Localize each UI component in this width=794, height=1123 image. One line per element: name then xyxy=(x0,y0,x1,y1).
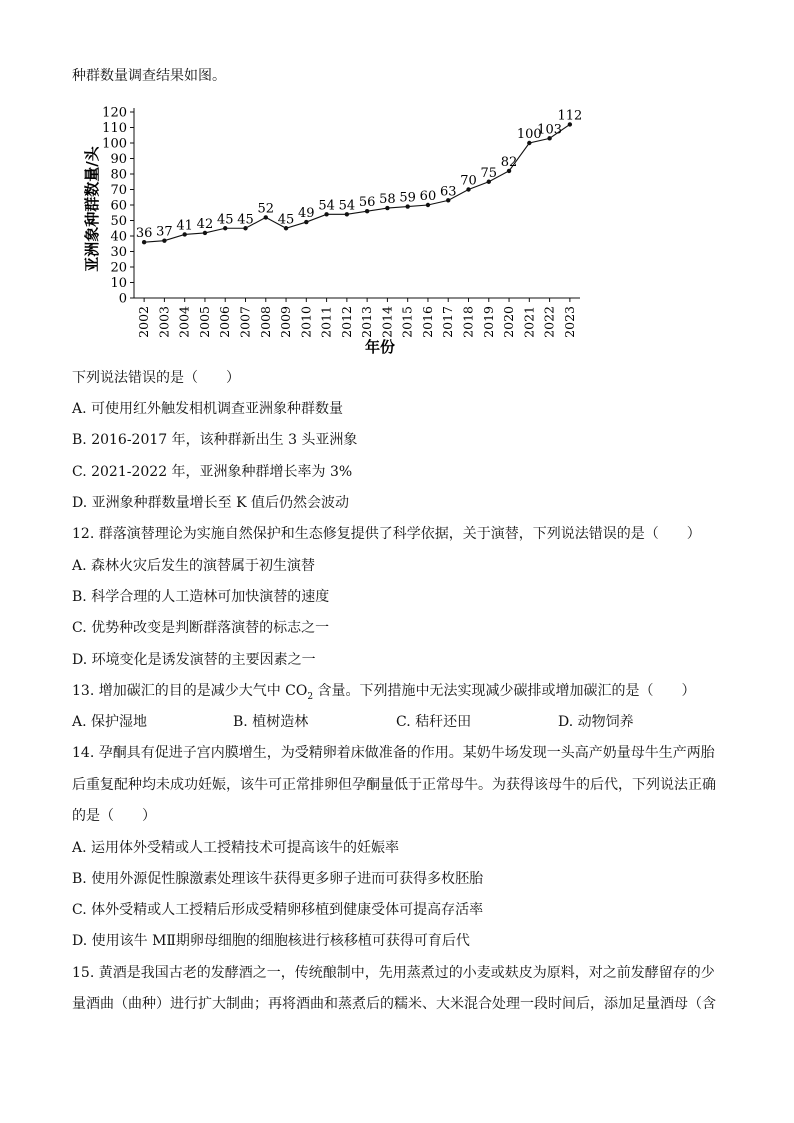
data-label: 82 xyxy=(500,154,518,170)
x-tick-label: 2010 xyxy=(298,306,314,338)
data-label: 56 xyxy=(358,195,376,211)
y-tick-label: 40 xyxy=(110,229,127,245)
q14-stem-line-3: 的是（ ） xyxy=(72,808,156,824)
q13-option-c: C. 秸秆还田 xyxy=(396,714,472,730)
q15-stem-line-2: 量酒曲（曲种）进行扩大制曲；再将酒曲和蒸煮后的糯米、大米混合处理一段时间后，添加足量酒母（含 xyxy=(72,996,716,1012)
x-tick-label: 2012 xyxy=(338,306,354,338)
y-tick-label: 50 xyxy=(110,214,127,229)
y-tick-label: 70 xyxy=(110,183,127,198)
data-label: 54 xyxy=(318,198,335,214)
data-label: 36 xyxy=(135,226,153,242)
q11-option-c: C. 2021-2022 年，亚洲象种群增长率为 3% xyxy=(72,464,353,480)
data-label: 49 xyxy=(298,206,315,222)
x-tick-label: 2003 xyxy=(156,306,172,338)
q14-stem-line-1: 14. 孕酮具有促进子宫内膜增生，为受精卵着床做准备的作用。某奶牛场发现一头高产奶量母牛生产两胎 xyxy=(72,745,715,761)
q12-option-d: D. 环境变化是诱发演替的主要因素之一 xyxy=(72,652,316,668)
data-label: 112 xyxy=(557,108,583,124)
x-tick-label: 2020 xyxy=(501,306,517,338)
y-tick-label: 90 xyxy=(110,152,127,167)
data-label: 52 xyxy=(257,201,275,217)
q12-option-a: A. 森林火灾后发生的演替属于初生演替 xyxy=(72,558,316,574)
q13-stem-part-a: 13. 增加碳汇的目的是减少大气中 CO xyxy=(72,683,308,699)
q13-option-d: D. 动物饲养 xyxy=(558,714,634,730)
x-tick-label: 2008 xyxy=(257,306,273,338)
data-label: 70 xyxy=(460,173,477,189)
x-tick-label: 2015 xyxy=(399,306,415,338)
q13-option-b: B. 植树造林 xyxy=(233,714,309,730)
x-tick-label: 2017 xyxy=(440,306,456,338)
q14-stem-line-2: 后重复配种均未成功妊娠，该牛可正常排卵但孕酮量低于正常母牛。为获得该母牛的后代，下列说法正确 xyxy=(72,777,716,793)
x-tick-label: 2016 xyxy=(419,306,435,338)
q12-stem: 12. 群落演替理论为实施自然保护和生态修复提供了科学依据，关于演替，下列说法错误的是（ ） xyxy=(72,526,701,542)
q13-option-a: A. 保护湿地 xyxy=(72,714,148,730)
q12-option-c: C. 优势种改变是判断群落演替的标志之一 xyxy=(72,620,330,636)
data-label: 103 xyxy=(537,122,563,138)
y-axis-label: 亚洲象种群数量/头 xyxy=(83,146,101,272)
q11-stem: 下列说法错误的是（ ） xyxy=(72,370,240,386)
y-tick-labels xyxy=(102,106,127,307)
q13-stem-part-b: 含量。下列措施中无法实现减少碳排或增加碳汇的是（ ） xyxy=(313,683,696,699)
x-tick-label: 2014 xyxy=(379,306,395,338)
y-tick-label: 110 xyxy=(102,121,127,136)
data-label: 45 xyxy=(277,212,295,228)
x-tick-label: 2002 xyxy=(136,306,152,338)
data-labels xyxy=(136,108,582,241)
data-label: 45 xyxy=(237,212,254,228)
q15-stem-line-1: 15. 黄酒是我国古老的发酵酒之一，传统酿制中，先用蒸煮过的小麦或麸皮为原料，对之前发酵留存的少 xyxy=(72,965,715,981)
data-label: 59 xyxy=(399,190,416,206)
data-label: 41 xyxy=(176,218,193,234)
q13-stem xyxy=(72,681,696,707)
q11-option-d: D. 亚洲象种群数量增长至 K 值后仍然会波动 xyxy=(72,495,349,511)
data-label: 100 xyxy=(516,127,542,142)
data-label: 45 xyxy=(216,212,234,228)
x-tick-label: 2019 xyxy=(480,306,496,338)
y-tick-label: 10 xyxy=(110,276,127,291)
y-tick-label: 0 xyxy=(118,291,127,307)
x-axis-label: 年份 xyxy=(364,338,396,356)
q14-option-d: D. 使用该牛 MⅡ期卵母细胞的细胞核进行核移植可获得可育后代 xyxy=(72,933,470,949)
x-tick-label: 2005 xyxy=(196,306,212,338)
data-label: 37 xyxy=(156,224,173,240)
q13-stem-subscript: 2 xyxy=(307,691,314,702)
x-tick-label: 2011 xyxy=(318,306,334,338)
data-label: 58 xyxy=(379,192,396,208)
x-tick-labels xyxy=(136,306,577,338)
population-line-chart xyxy=(80,100,600,365)
y-tick-label: 100 xyxy=(102,136,127,152)
data-label: 75 xyxy=(480,165,498,181)
x-tick-label: 2006 xyxy=(217,306,233,338)
data-label: 60 xyxy=(419,189,437,204)
data-label: 63 xyxy=(439,184,457,200)
y-tick-label: 30 xyxy=(110,245,127,260)
q14-option-b: B. 使用外源促性腺激素处理该牛获得更多卵子进而可获得多枚胚胎 xyxy=(72,871,484,887)
q11-option-b: B. 2016-2017 年，该种群新出生 3 头亚洲象 xyxy=(72,432,358,448)
q14-option-a: A. 运用体外受精或人工授精技术可提高该牛的妊娠率 xyxy=(72,840,400,856)
x-tick-label: 2007 xyxy=(237,306,253,338)
y-tick-label: 80 xyxy=(110,167,127,183)
x-tick-label: 2023 xyxy=(561,306,577,338)
q11-option-a: A. 可使用红外触发相机调查亚洲象种群数量 xyxy=(72,401,344,417)
x-tick-label: 2021 xyxy=(521,306,537,338)
x-tick-label: 2009 xyxy=(278,306,294,338)
data-label: 54 xyxy=(338,198,356,214)
x-tick-label: 2004 xyxy=(176,306,192,338)
data-label: 42 xyxy=(196,216,214,232)
y-tick-label: 120 xyxy=(102,105,127,121)
intro-text: 种群数量调查结果如图。 xyxy=(72,68,226,84)
x-tick-label: 2018 xyxy=(460,306,476,338)
y-tick-label: 60 xyxy=(110,198,127,214)
x-tick-label: 2013 xyxy=(359,306,375,338)
x-tick-label: 2022 xyxy=(541,306,557,338)
y-tick-label: 20 xyxy=(110,260,127,276)
q14-option-c: C. 体外受精或人工授精后形成受精卵移植到健康受体可提高存活率 xyxy=(72,902,484,918)
q12-option-b: B. 科学合理的人工造林可加快演替的速度 xyxy=(72,589,330,605)
